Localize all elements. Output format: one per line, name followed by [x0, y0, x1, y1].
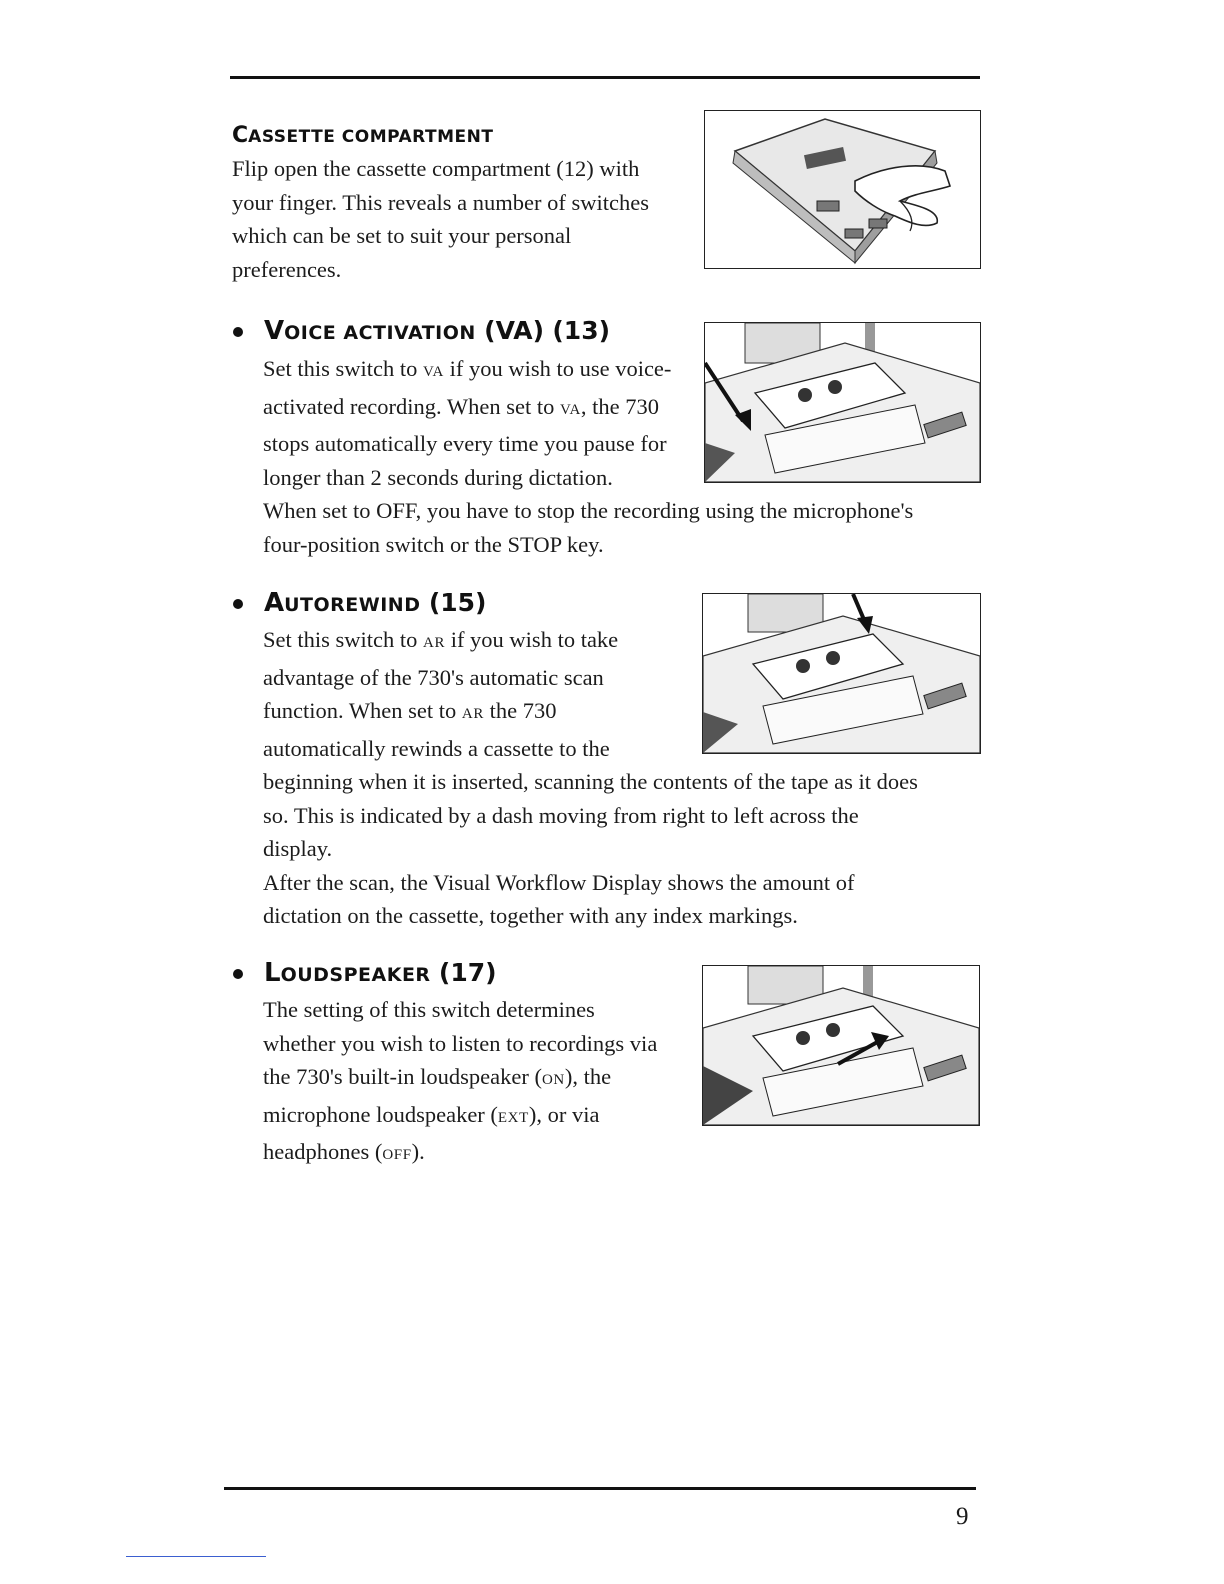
bullet-icon — [233, 969, 243, 979]
switch-label: EXT — [497, 1109, 529, 1126]
text-line: automatically rewinds a cassette to the — [263, 735, 610, 761]
text-line: function. When set to — [263, 698, 462, 723]
text-line: advantage of the 730's automatic scan — [263, 664, 604, 690]
text-line: display. — [263, 836, 333, 861]
bullet-icon — [233, 599, 243, 609]
voice-activation-heading: VOICE ACTIVATION (VA) (13) — [264, 316, 611, 346]
text-line: Flip open the cassette compartment (12) with — [232, 156, 640, 181]
cassette-paragraph — [232, 152, 649, 286]
text-line: your finger. This reveals a number of switches — [232, 189, 649, 215]
switch-label: AR — [423, 635, 446, 651]
switch-label: AR — [461, 706, 484, 722]
hand-opening-cassette-illustration-icon — [705, 111, 980, 268]
ar-switch-illustration-icon — [703, 594, 980, 753]
text-line: stops automatically every time you pause for — [263, 431, 667, 456]
text-line: the 730's built-in loudspeaker ( — [263, 1064, 542, 1089]
text-line: beginning when it is inserted, scanning the contents of the tape as it does — [263, 769, 918, 794]
text-line: Set this switch to — [263, 356, 424, 381]
voice-activation-figure — [704, 322, 981, 483]
switch-label: VA — [559, 401, 581, 418]
autorewind-heading: AUTOREWIND (15) — [264, 588, 487, 618]
text-line: Set this switch to — [263, 627, 424, 652]
text-line: which can be set to suit your personal — [232, 223, 572, 248]
bullet-icon — [233, 327, 243, 337]
text-line: ), or via — [528, 1101, 600, 1127]
text-line: microphone loudspeaker ( — [263, 1101, 498, 1127]
text-line: headphones ( — [263, 1139, 383, 1164]
text-line: ), the — [564, 1064, 612, 1089]
va-switch-illustration-icon — [705, 323, 980, 482]
loudspeaker-switch-illustration-icon — [703, 966, 979, 1125]
text-line: the 730 — [483, 698, 557, 723]
text-line: , the 730 — [580, 393, 660, 419]
text-line: four-position switch or the STOP key. — [263, 531, 604, 557]
footer-line — [126, 1556, 266, 1557]
cassette-heading: CASSETTE COMPARTMENT — [232, 123, 494, 148]
text-line: whether you wish to listen to recordings via — [263, 1030, 658, 1056]
switch-label: ON — [542, 1072, 565, 1088]
loudspeaker-figure — [702, 965, 980, 1126]
text-line: so. This is indicated by a dash moving from right to left across the — [263, 802, 859, 828]
loudspeaker-heading: LOUDSPEAKER (17) — [264, 958, 497, 988]
text-line: The setting of this switch determines — [263, 997, 595, 1022]
text-line: preferences. — [232, 256, 342, 282]
loudspeaker-paragraph — [263, 993, 657, 1173]
text-line: After the scan, the Visual Workflow Display shows the amount of — [263, 869, 855, 895]
text-line: if you wish to use voice- — [443, 356, 672, 381]
text-line: When set to OFF, you have to stop the recording using the microphone's — [263, 498, 914, 523]
text-line: dictation on the cassette, together with any index markings. — [263, 903, 798, 928]
text-line: longer than 2 seconds during dictation. — [263, 464, 613, 490]
page-number: 9 — [956, 1503, 969, 1530]
autorewind-figure — [702, 593, 981, 754]
cassette-figure — [704, 110, 981, 269]
top-rule — [230, 76, 980, 79]
text-line: activated recording. When set to — [263, 393, 560, 419]
bottom-rule — [224, 1487, 976, 1490]
switch-label: OFF — [382, 1147, 412, 1163]
text-line: ). — [411, 1139, 425, 1164]
text-line: if you wish to take — [445, 627, 619, 652]
switch-label: VA — [423, 364, 444, 380]
